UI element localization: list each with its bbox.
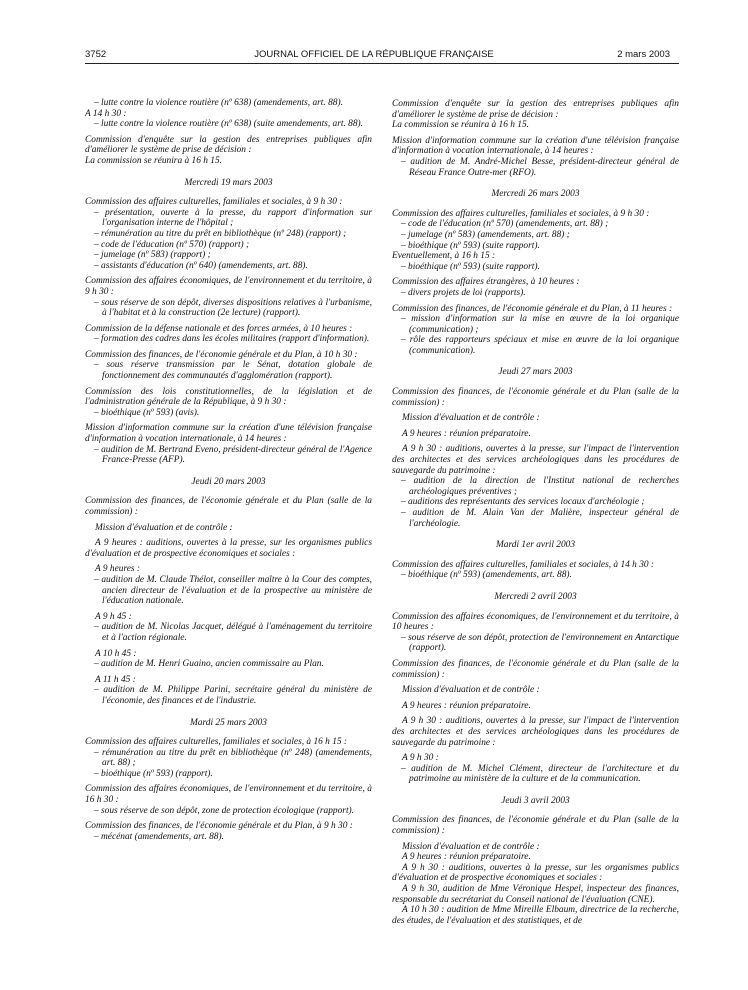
page-header [0,49,748,63]
agenda-paragraph: Mission d'information commune sur la création d'une télévision française d'information à vocation internationale, à 14 heures : [85,423,372,445]
agenda-paragraph: A 9 h 30 : [402,753,439,764]
agenda-item: – auditions des représentants des services locaux d'archéologie ; [401,497,645,508]
left-column [85,98,372,842]
agenda-item: – bioéthique (nº 593) (suite rapport). [401,261,540,272]
agenda-item: – audition de M. Philippe Parini, secrétaire général du ministère de l'économie, des finances et de l'industrie. [94,685,372,706]
agenda-item: – audition de M. André-Michel Besse, président-directeur général de Réseau France Outre-mer (RFO). [401,156,679,178]
agenda-item: – sous réserve de son dépôt, zone de protection écologique (rapport). [94,805,355,816]
agenda-item: – audition de M. Alain Van der Malière, inspecteur général de l'archéologie. [401,508,679,529]
agenda-item: – code de l'éducation (nº 570) (rapport) ; [94,239,250,250]
agenda-paragraph: Commission de la défense nationale et des forces armées, à 10 heures : [85,323,353,334]
right-column [392,99,679,926]
session-date-heading: Jeudi 3 avril 2003 [501,795,570,806]
agenda-item: – audition de M. Henri Guaino, ancien commissaire au Plan. [94,659,324,670]
agenda-item: – assistants d'éducation (nº 640) (amendements, art. 88). [94,260,308,271]
agenda-item: – jumelage (nº 583) (amendements, art. 88) ; [401,229,570,240]
agenda-paragraph: Eventuellement, à 16 h 15 : [392,251,496,262]
agenda-item: – lutte contre la violence routière (nº 638) (suite amendements, art. 88). [94,119,363,130]
agenda-paragraph: Mission d'évaluation et de contrôle : [402,841,540,852]
agenda-paragraph: Commission des affaires culturelles, familiales et sociales, à 16 h 15 : [85,737,348,748]
agenda-item: – audition de la direction de l'Institut national de recherches archéologiques préventives ; [401,476,679,497]
session-date-heading: Mercredi 26 mars 2003 [491,189,580,200]
agenda-paragraph: A 9 h 30 : auditions, ouvertes à la presse, sur les organismes publics d'évaluation et de prospective économiques et sociales : [392,862,679,884]
agenda-paragraph: Commission des finances, de l'économie générale et du Plan (salle de la commission) : [392,387,679,408]
agenda-item: – rémunération au titre du prêt en bibliothèque (nº 248) (amendements, art. 88) ; [94,747,372,769]
agenda-paragraph: Mission d'évaluation et de contrôle : [95,522,233,533]
agenda-paragraph: A 9 h 30 : auditions, ouvertes à la presse, sur l'impact de l'intervention des architectes et des services archéologiques dans les procédures de sauvegarde du patrimoine : [392,716,679,748]
agenda-item: – mission d'information sur la mise en œuvre de la loi organique (communication) ; [401,314,679,335]
agenda-item: – audition de M. Bertrand Eveno, président-directeur général de l'Agence France-Presse (AFP). [94,444,372,466]
agenda-item: – code de l'éducation (nº 570) (amendements, art. 88) ; [401,219,609,230]
agenda-paragraph: Commission des affaires économiques, de l'environnement et du territoire, à 16 h 30 : [85,784,372,806]
agenda-paragraph: A 9 heures : réunion préparatoire. [402,428,531,439]
agenda-paragraph: A 9 heures : réunion préparatoire. [402,852,531,863]
session-date-heading: Jeudi 20 mars 2003 [191,476,266,487]
agenda-item: – audition de M. Claude Thélot, conseiller maître à la Cour des comptes, ancien directeur de l'évaluation et de la prospective au ministère de l'éducation nationale. [94,574,372,607]
agenda-paragraph: Commission des affaires économiques, de l'environnement et du territoire, à 9 h 30 : [85,276,372,297]
agenda-item: – sous réserve de son dépôt, diverses dispositions relatives à l'urbanisme, à l'habitat et à la construction (2e lecture) (rapport). [94,297,372,319]
agenda-paragraph: Commission des affaires étrangères, à 10 heures : [392,277,580,288]
agenda-paragraph: Commission d'enquête sur la gestion des entreprises publiques afin d'améliorer le système de prise de décision : [85,134,372,156]
agenda-paragraph: Commission des finances, de l'économie générale et du Plan, à 10 h 30 : [85,349,358,360]
agenda-item: – mécénat (amendements, art. 88). [94,831,224,842]
agenda-paragraph: Commission des finances, de l'économie générale et du Plan (salle de la commission) : [85,496,372,517]
agenda-paragraph: Commission d'enquête sur la gestion des entreprises publiques afin d'améliorer le système de prise de décision : [392,99,679,120]
agenda-paragraph: La commission se réunira à 16 h 15. [392,120,529,131]
agenda-item: – sous réserve transmission par le Sénat, dotation globale de fonctionnement des communautés d'agglomération (rapport). [94,360,372,382]
agenda-paragraph: Commission des finances, de l'économie générale et du Plan, à 9 h 30 : [85,821,353,832]
agenda-paragraph: Commission des affaires culturelles, familiales et sociales, à 14 h 30 : [392,559,655,570]
agenda-paragraph: A 9 h 30 : auditions, ouvertes à la presse, sur l'impact de l'intervention des architectes et des services archéologiques dans les procédures de sauvegarde du patrimoine : [392,444,679,476]
agenda-paragraph: La commission se réunira à 16 h 15. [85,155,222,166]
agenda-item: – bioéthique (nº 593) (suite rapport). [401,240,540,251]
journal-title: JOURNAL OFFICIEL DE LA RÉPUBLIQUE FRANÇAISE [254,49,494,60]
agenda-paragraph: Commission des affaires culturelles, familiales et sociales, à 9 h 30 : [392,208,650,219]
header-rule [85,63,679,64]
agenda-item: – présentation, ouverte à la presse, du rapport d'information sur l'organisation interne de l'hôpital ; [94,207,372,229]
agenda-paragraph: A 9 h 45 : [95,611,132,622]
agenda-item: – rôle des rapporteurs spéciaux et mise en œuvre de la loi organique (communication). [401,335,679,356]
agenda-paragraph: A 10 h 30 : audition de Mme Mireille Elbaum, directrice de la recherche, des études, de l'évaluation et des statistiques, et de [392,905,679,926]
agenda-paragraph: Commission des affaires culturelles, familiales et sociales, à 9 h 30 : [85,197,343,208]
agenda-item: – divers projets de loi (rapports). [401,287,526,298]
agenda-paragraph: Commission des finances, de l'économie générale et du Plan, à 11 heures : [392,303,673,314]
agenda-paragraph: Commission des finances, de l'économie générale et du Plan (salle de la commission) : [392,658,679,680]
issue-date: 2 mars 2003 [617,49,670,60]
agenda-item: – sous réserve de son dépôt, protection de l'environnement en Antarctique (rapport). [401,632,679,654]
agenda-paragraph: A 9 h 30, audition de Mme Véronique Hespel, inspecteur des finances, responsable du secrétariat du Conseil national de l'évaluation (CNE). [392,884,679,905]
session-date-heading: Jeudi 27 mars 2003 [498,367,573,378]
agenda-item: – formation des cadres dans les écoles militaires (rapport d'information). [94,334,370,345]
agenda-item: – audition de M. Nicolas Jacquet, délégué à l'aménagement du territoire et à l'action régionale. [94,622,372,643]
agenda-paragraph: A 9 heures : réunion préparatoire. [402,700,531,711]
agenda-paragraph: Commission des lois constitutionnelles, de la législation et de l'administration générale de la République, à 9 h 30 : [85,386,372,408]
agenda-item: – bioéthique (nº 593) (avis). [94,407,200,418]
agenda-item: – lutte contre la violence routière (nº 638) (amendements, art. 88). [94,98,343,108]
session-date-heading: Mardi 1er avril 2003 [495,540,576,551]
agenda-paragraph: Mission d'information commune sur la création d'une télévision française d'information à vocation internationale, à 14 heures : [392,135,679,157]
agenda-item: – bioéthique (nº 593) (amendements, art. 88). [401,570,572,581]
agenda-paragraph: Commission des finances, de l'économie générale et du Plan (salle de la commission) : [392,815,679,837]
agenda-paragraph: Mission d'évaluation et de contrôle : [402,685,540,696]
agenda-paragraph: A 9 heures : auditions, ouvertes à la presse, sur les organismes publics d'évaluation et de prospective économiques et sociales : [85,538,372,559]
agenda-paragraph: Commission des affaires économiques, de l'environnement et du territoire, à 10 heures : [392,611,679,633]
session-date-heading: Mercredi 2 avril 2003 [494,591,577,602]
agenda-item: – jumelage (nº 583) (rapport) ; [94,250,211,261]
agenda-item: – audition de M. Michel Clément, directeur de l'architecture et du patrimoine au ministère de la culture et de la communication. [401,763,679,785]
agenda-paragraph: A 11 h 45 : [95,674,136,685]
agenda-paragraph: A 9 heures : [95,564,141,575]
session-date-heading: Mardi 25 mars 2003 [190,717,267,728]
page-number: 3752 [85,49,107,60]
session-date-heading: Mercredi 19 mars 2003 [184,177,273,188]
agenda-item: – bioéthique (nº 593) (rapport). [94,768,213,779]
agenda-paragraph: A 10 h 45 : [95,648,137,659]
agenda-paragraph: A 14 h 30 : [85,108,127,119]
agenda-paragraph: Mission d'évaluation et de contrôle : [402,413,540,424]
agenda-item: – rémunération au titre du prêt en bibliothèque (nº 248) (rapport) ; [94,228,347,239]
